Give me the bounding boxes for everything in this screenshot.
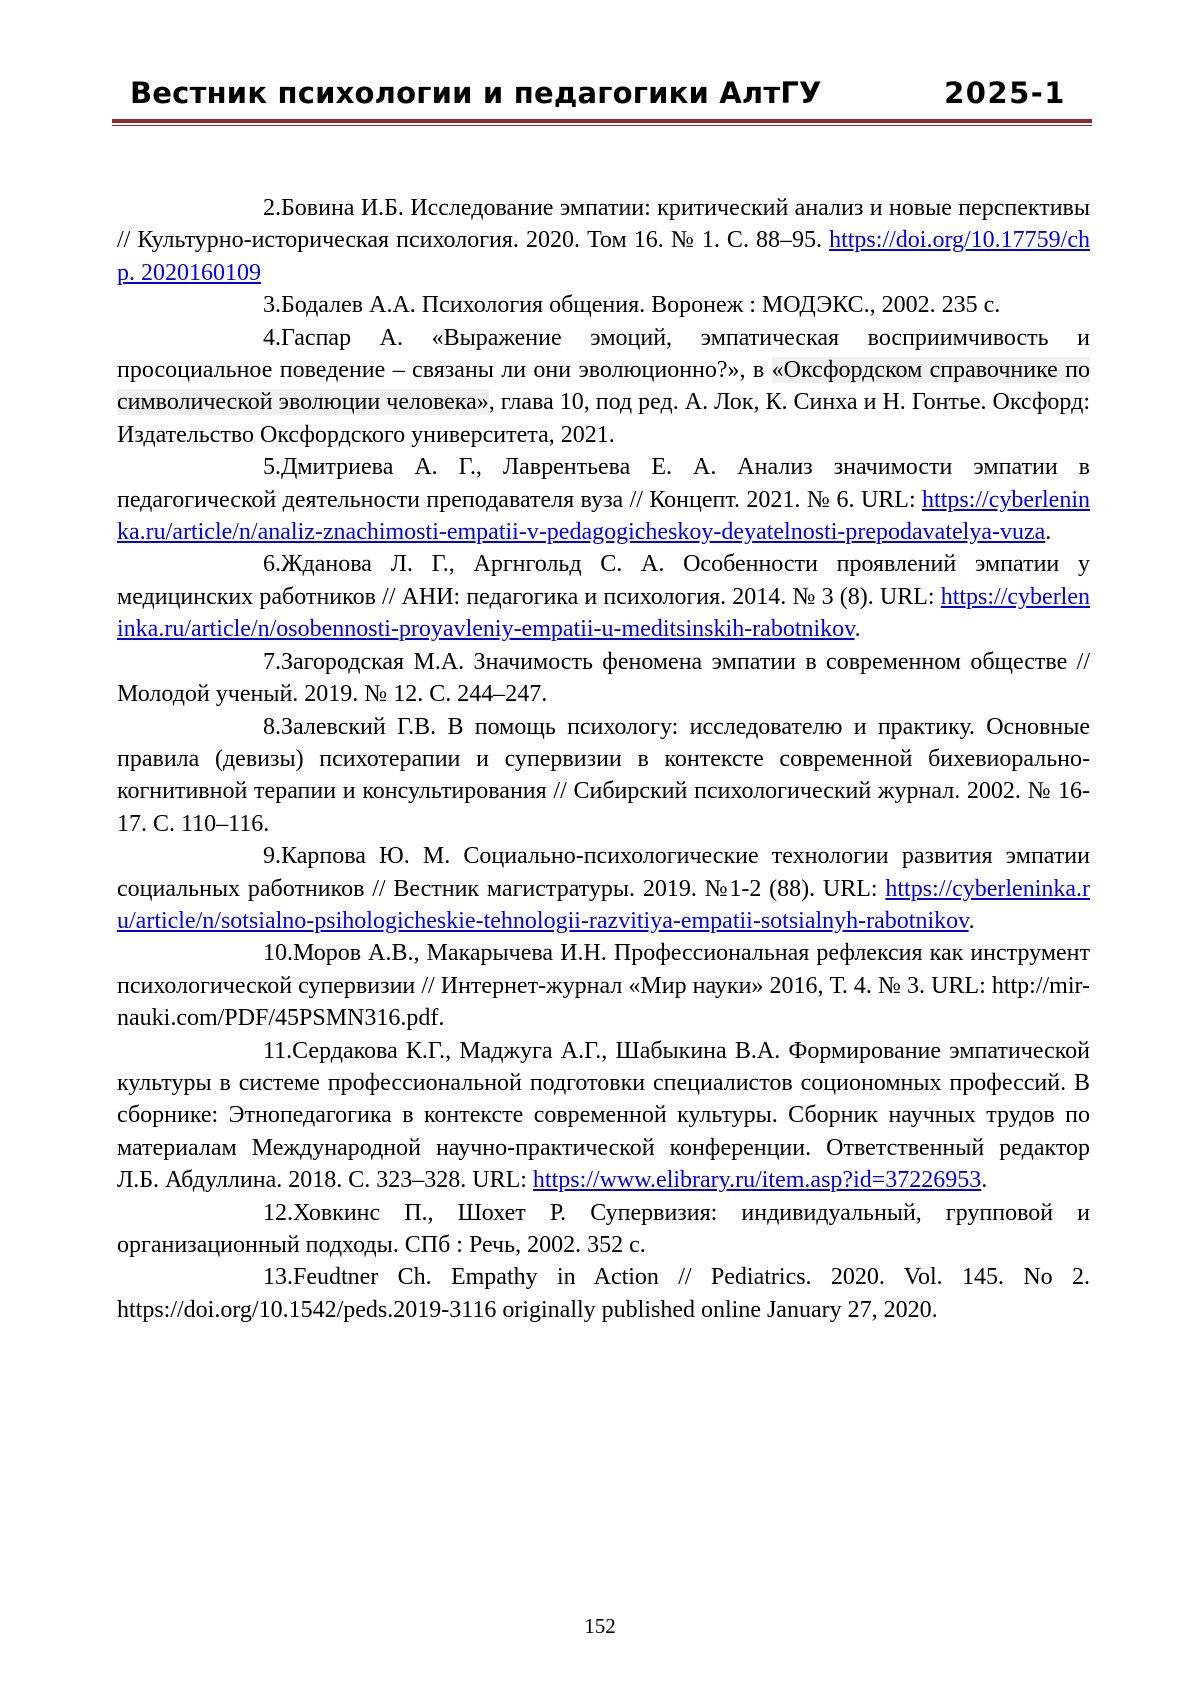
reference-item xyxy=(117,548,1090,645)
reference-number: 5. xyxy=(190,451,281,483)
reference-text: Гаспар А. «Выражение эмоций, эмпатическая восприимчивость и просоциальное поведение – связаны ли они эволюционно?», в xyxy=(117,325,1090,383)
reference-item xyxy=(117,840,1090,937)
page-number: 152 xyxy=(0,1614,1200,1639)
reference-text: Ховкинс П., Шохет Р. Супервизия: индивидуальный, групповой и организационный подходы. СПб : Речь, 2002. 352 с. xyxy=(117,1200,1090,1258)
reference-link[interactable]: https://cyberleninka.ru/article/n/osobennosti-proyavleniy-empatii-u-meditsinskih-rabotnikov xyxy=(117,584,1090,642)
reference-text: Дмитриева А. Г., Лаврентьева Е. А. Анализ значимости эмпатии в педагогической деятельности преподавателя вуза // Концепт. 2021. № 6. URL: xyxy=(117,454,1090,512)
reference-text: Карпова Ю. М. Социально-психологические технологии развития эмпатии социальных работников // Вестник магистратуры. 2019. №1-2 (88). URL: xyxy=(117,843,1090,901)
reference-item xyxy=(117,1035,1090,1197)
reference-suffix: . xyxy=(855,616,861,642)
reference-item xyxy=(117,646,1090,711)
reference-item xyxy=(117,1197,1090,1262)
journal-title: Вестник психологии и педагогики АлтГУ xyxy=(130,76,822,110)
reference-number: 8. xyxy=(190,711,281,743)
reference-text: Feudtner Ch. Empathy in Action // Pediatrics. 2020. Vol. 145. No 2. https://doi.org/10.1542/peds.2019-3116 originally published online January 27, 2020. xyxy=(117,1264,1090,1322)
reference-link[interactable]: https://cyberleninka.ru/article/n/sotsialno-psihologicheskie-tehnologii-razvitiya-empatii-sotsialnyh-rabotnikov xyxy=(117,876,1090,934)
reference-suffix: . xyxy=(969,908,975,934)
reference-link[interactable]: https://www.elibrary.ru/item.asp?id=37226953 xyxy=(533,1167,981,1193)
running-header xyxy=(118,74,1078,114)
reference-suffix: . xyxy=(981,1167,987,1193)
reference-number: 13. xyxy=(190,1261,293,1293)
reference-number: 7. xyxy=(190,646,281,678)
reference-number: 3. xyxy=(190,289,281,321)
reference-text: Бовина И.Б. Исследование эмпатии: критический анализ и новые перспективы // Культурно-историческая психология. 2020. Том 16. № 1. С. 88–95. xyxy=(117,195,1090,253)
header-rule-thin xyxy=(112,125,1092,126)
reference-text: Залевский Г.В. В помощь психологу: исследователю и практику. Основные правила (девизы) психотерапии и супервизии в контексте современной бихевиорально-когнитивной терапии и консультирования // Сибирский психологический журнал. 2002. № 16-17. С. 110–116. xyxy=(117,714,1090,837)
reference-text: Моров А.В., Макарычева И.Н. Профессиональная рефлексия как инструмент психологической супервизии // Интернет-журнал «Мир науки» 2016, Т. 4. № 3. URL: http://mir-nauki.com/PDF/45PSMN316.pdf. xyxy=(117,940,1090,1031)
reference-link[interactable]: https://doi.org/10.17759/chp. 2020160109 xyxy=(117,227,1090,285)
reference-link[interactable]: https://cyberleninka.ru/article/n/analiz-znachimosti-empatii-v-pedagogicheskoy-deyatelnosti-prepodavatelya-vuza xyxy=(117,487,1090,545)
reference-number: 9. xyxy=(190,840,281,872)
reference-text: Жданова Л. Г., Аргнгольд С. А. Особенности проявлений эмпатии у медицинских работников // АНИ: педагогика и психология. 2014. № 3 (8). URL: xyxy=(117,551,1090,609)
reference-list xyxy=(117,192,1090,1326)
reference-number: 10. xyxy=(190,937,293,969)
reference-text: Сердакова К.Г., Маджуга А.Г., Шабыкина В.А. Формирование эмпатической культуры в системе профессиональной подготовки специалистов социономных профессий. В сборнике: Этнопедагогика в контексте современной культуры. Сборник научных трудов по материалам Международной научно-практической конференции. Ответственный редактор Л.Б. Абдуллина. 2018. С. 323–328. URL: xyxy=(117,1038,1090,1194)
reference-item xyxy=(117,711,1090,841)
issue-number: 2025-1 xyxy=(944,76,1066,110)
reference-highlighted-text: «Оксфордском справочнике по символической эволюции человека» xyxy=(117,357,1090,415)
reference-number: 11. xyxy=(190,1035,292,1067)
reference-number: 2. xyxy=(190,192,281,224)
reference-suffix: . xyxy=(1045,519,1051,545)
reference-item xyxy=(117,451,1090,548)
header-rule-thick xyxy=(112,119,1092,123)
reference-item xyxy=(117,1261,1090,1326)
reference-text-tail: , глава 10, под ред. А. Лок, К. Синха и Н. Гонтье. Оксфорд: Издательство Оксфордского университета, 2021. xyxy=(117,389,1090,447)
reference-item xyxy=(117,322,1090,452)
reference-item xyxy=(117,289,1090,321)
reference-number: 6. xyxy=(190,548,281,580)
reference-number: 12. xyxy=(190,1197,293,1229)
reference-item xyxy=(117,937,1090,1034)
reference-text: Бодалев А.А. Психология общения. Воронеж : МОДЭКС., 2002. 235 с. xyxy=(281,292,1000,318)
reference-text: Загородская М.А. Значимость феномена эмпатии в современном обществе // Молодой ученый. 2019. № 12. С. 244–247. xyxy=(117,649,1090,707)
reference-number: 4. xyxy=(190,322,281,354)
reference-item xyxy=(117,192,1090,289)
